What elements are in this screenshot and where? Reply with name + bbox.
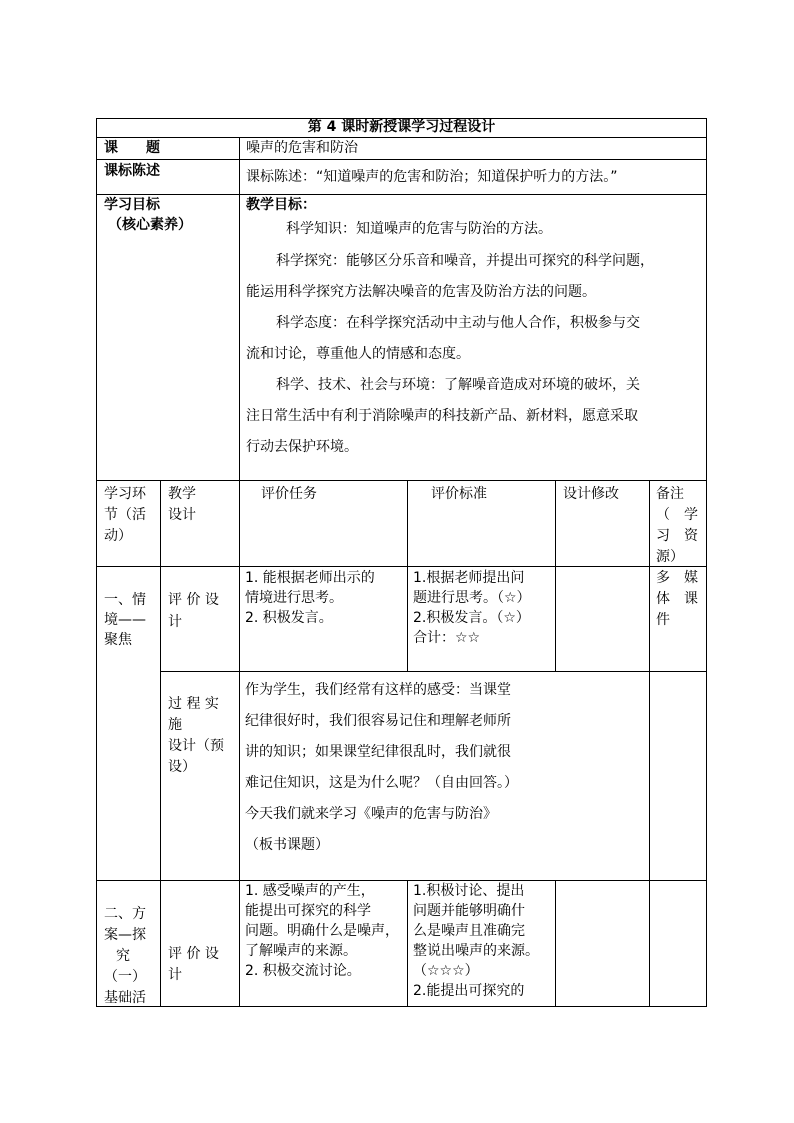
rule xyxy=(407,880,408,1006)
rule xyxy=(96,566,707,567)
task-line: 1. 感受噪声的产生， xyxy=(245,883,375,899)
header-line: 备注 xyxy=(656,486,684,502)
notes-line: 件 xyxy=(656,612,670,628)
goal-line: 行动去保护环境。 xyxy=(246,439,358,455)
process-label-line: 设） xyxy=(168,759,196,775)
rule xyxy=(96,1006,707,1007)
topic-value: 噪声的危害和防治 xyxy=(246,140,358,156)
goal-line: 科学探究：能够区分乐音和噪音，并提出可探究的科学问题， xyxy=(276,253,654,269)
section2-criteria xyxy=(413,881,539,1001)
design-line: 计 xyxy=(168,967,182,983)
criteria-line: 2.能提出可探究的 xyxy=(413,983,525,999)
rule xyxy=(96,118,97,1007)
rule xyxy=(96,880,707,881)
goal-label-line: （核心素养） xyxy=(108,217,192,233)
criteria-line: 整说出噪声的来源。 xyxy=(413,943,539,959)
criteria-line: 问题并能够明确什 xyxy=(413,903,525,919)
document-title: 第 4 课时新授课学习过程设计 xyxy=(307,119,496,135)
header-notes xyxy=(656,484,698,568)
header-line: 动） xyxy=(104,528,132,544)
process-line: （板书课题） xyxy=(245,837,329,853)
design-line: 计 xyxy=(168,614,182,630)
stage-line: 聚焦 xyxy=(104,632,132,648)
rule xyxy=(555,880,556,1006)
stage-line: 一、情 xyxy=(104,592,146,608)
header-line: 设计 xyxy=(168,507,196,523)
criteria-line: 合计：☆☆ xyxy=(413,630,481,646)
goal-line: 科学态度：在科学探究活动中主动与他人合作，积极参与交 xyxy=(276,315,640,331)
stage-line: 二、方 xyxy=(104,906,146,922)
task-line: 2. 积极交流讨论。 xyxy=(245,963,361,979)
notes-line: 体 课 xyxy=(656,591,698,607)
header-line: 节（活 xyxy=(104,507,146,523)
goal-header: 教学目标： xyxy=(246,197,316,213)
section1-process-text xyxy=(245,675,555,861)
section2-stage xyxy=(104,904,146,1009)
criteria-line: 题进行思考。（☆） xyxy=(413,590,531,606)
criteria-line: （☆☆☆） xyxy=(413,963,479,979)
section2-eval-design xyxy=(168,944,219,986)
header-design xyxy=(168,484,196,526)
goal-line: 注日常生活中有利于消除噪声的科技新产品、新材料，愿意采取 xyxy=(246,408,638,424)
goal-paragraph: 科学知识：知道噪声的危害与防治的方法。 xyxy=(286,221,552,237)
goal-line: 能运用科学探究方法解决噪音的危害及防治方法的问题。 xyxy=(246,284,596,300)
header-eval-task: 评价任务 xyxy=(261,486,317,502)
process-line: 今天我们就来学习《噪声的危害与防治》 xyxy=(245,806,497,822)
process-label-line: 设计（预 xyxy=(168,738,224,754)
task-line: 2. 积极发言。 xyxy=(245,610,333,626)
rule xyxy=(649,480,650,1006)
goal-line: 科学、技术、社会与环境：了解噪音造成对环境的破坏，关 xyxy=(276,377,640,393)
process-label-line: 施 xyxy=(168,717,182,733)
topic-label: 课 题 xyxy=(104,140,160,156)
criteria-line: 1.积极讨论、提出 xyxy=(413,883,525,899)
rule xyxy=(407,480,408,671)
goal-paragraph xyxy=(246,246,704,463)
process-line: 难记住知识，这是为什么呢？（自由回答。） xyxy=(245,775,518,791)
header-line: 习 资 xyxy=(656,528,698,544)
criteria-line: 么是噪声且准确完 xyxy=(413,923,525,939)
section1-task xyxy=(245,568,375,628)
process-line: 讲的知识；如果课堂纪律很乱时，我们就很 xyxy=(245,744,511,760)
lesson-plan-table xyxy=(96,118,707,1007)
rule xyxy=(96,159,707,160)
task-line: 1. 能根据老师出示的 xyxy=(245,570,375,586)
criteria-line: 1.根据老师提出问 xyxy=(413,570,525,586)
rule xyxy=(160,480,161,1006)
task-line: 情境进行思考。 xyxy=(245,590,343,606)
process-label-line: 过 程 实 xyxy=(168,696,219,712)
section1-notes xyxy=(656,568,698,631)
header-design-revision: 设计修改 xyxy=(563,486,619,502)
process-line: 纪律很好时，我们很容易记住和理解老师所 xyxy=(245,713,511,729)
section1-eval-design xyxy=(168,589,219,633)
rule xyxy=(96,137,707,138)
header-eval-criteria: 评价标准 xyxy=(431,486,487,502)
goal-label-line: 学习目标 xyxy=(104,197,160,213)
standard-value: 课标陈述：“知道噪声的危害和防治；知道保护听力的方法。” xyxy=(246,169,618,185)
goal-label xyxy=(104,195,192,235)
goal-line: 流和讨论，尊重他人的情感和态度。 xyxy=(246,346,470,362)
header-line: 源） xyxy=(656,549,684,565)
rule xyxy=(706,118,707,1007)
standard-label: 课标陈述 xyxy=(104,163,160,179)
process-line: 作为学生，我们经常有这样的感受：当课堂 xyxy=(245,682,511,698)
task-line: 能提出可探究的科学 xyxy=(245,903,371,919)
stage-line: 究 xyxy=(116,948,130,964)
rule xyxy=(160,671,707,672)
header-line: 学习环 xyxy=(104,486,146,502)
rule xyxy=(239,137,240,480)
section1-process-label xyxy=(168,694,224,778)
rule xyxy=(555,480,556,671)
header-stage xyxy=(104,484,146,547)
stage-line: 基础活 xyxy=(104,990,146,1006)
design-line: 评 价 设 xyxy=(168,592,219,608)
section2-task xyxy=(245,881,399,981)
criteria-line: 2.积极发言。（☆） xyxy=(413,610,530,626)
notes-line: 多 媒 xyxy=(656,570,698,586)
stage-line: 案—探 xyxy=(104,927,146,943)
stage-line: 境—— xyxy=(104,612,146,628)
rule xyxy=(239,480,240,1006)
task-line: 了解噪声的来源。 xyxy=(245,943,357,959)
task-line: 问题。明确什么是噪声， xyxy=(245,923,399,939)
rule xyxy=(96,480,707,481)
design-line: 评 价 设 xyxy=(168,946,219,962)
stage-line: （一） xyxy=(104,969,146,985)
section1-criteria xyxy=(413,568,531,648)
header-line: 教学 xyxy=(168,486,196,502)
section1-stage xyxy=(104,590,146,650)
header-line: （ 学 xyxy=(656,507,698,523)
